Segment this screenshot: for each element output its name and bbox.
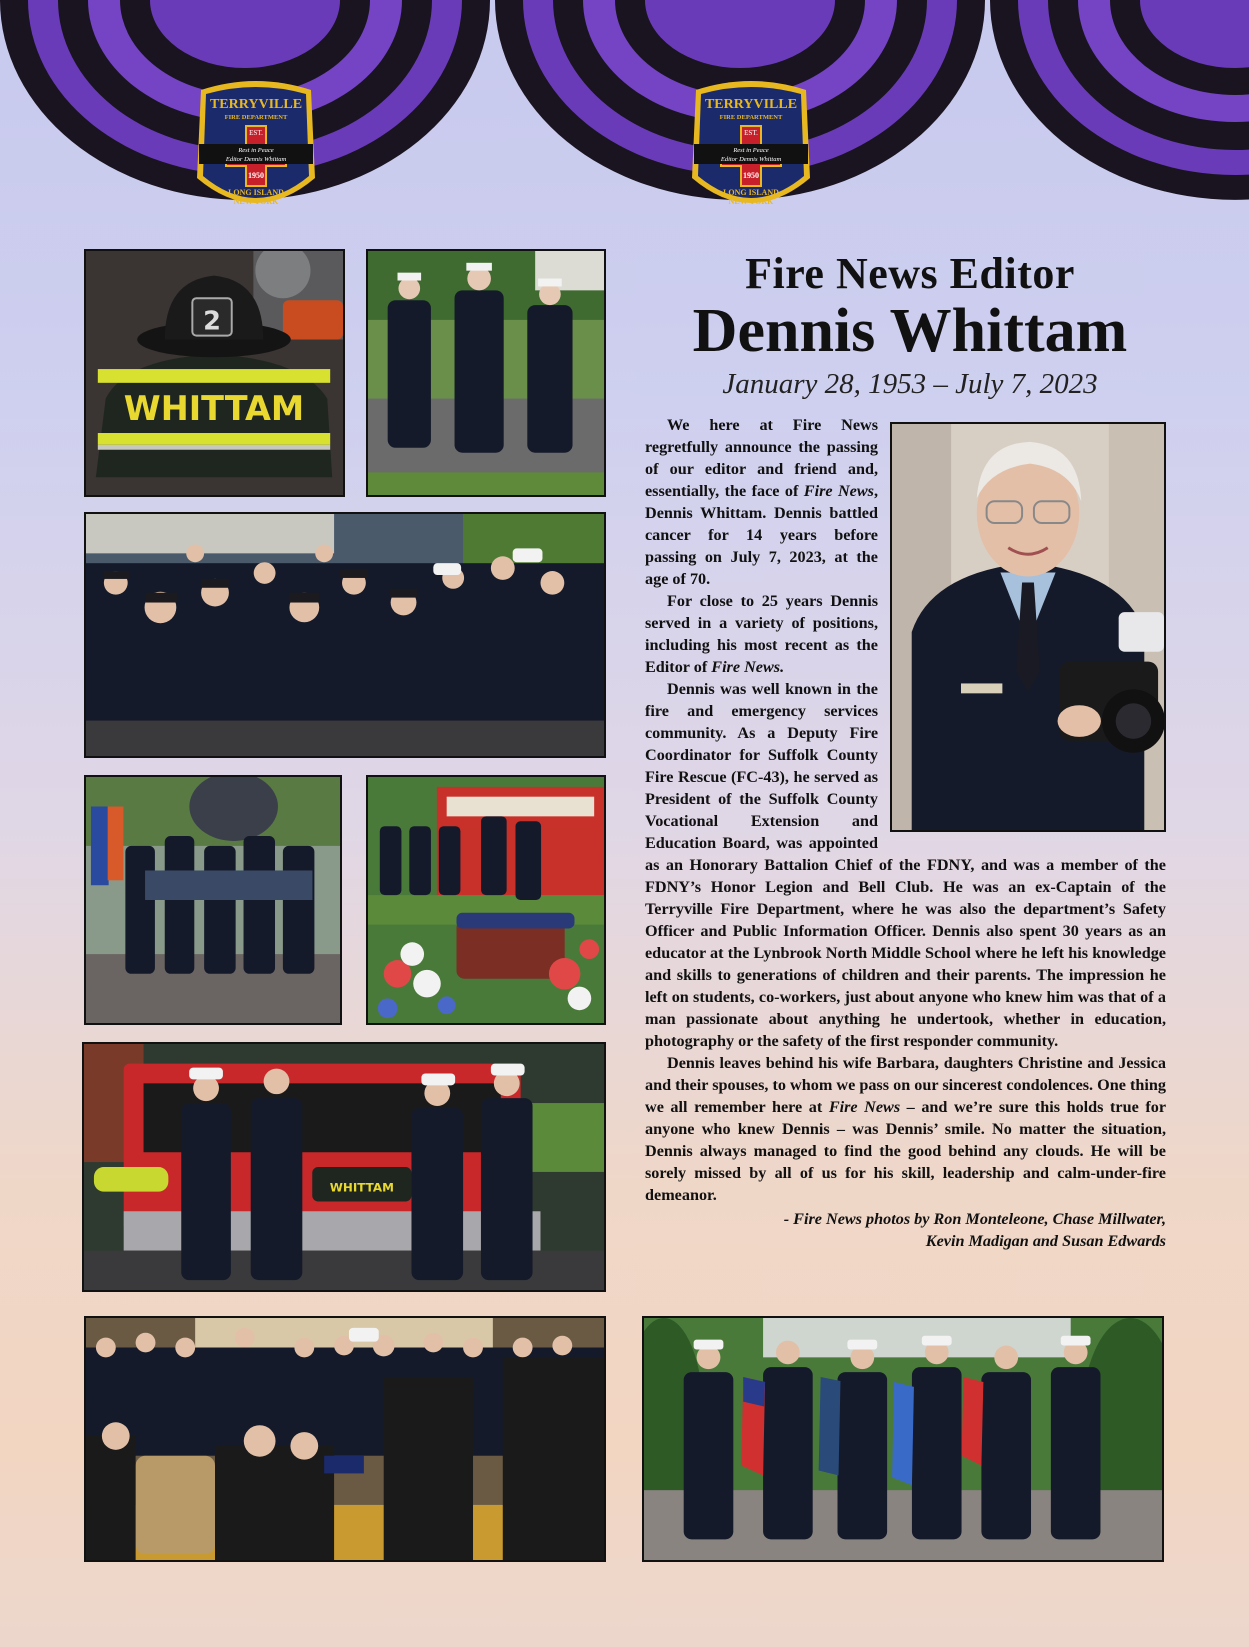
photo-flag-presentation bbox=[84, 1316, 606, 1562]
badge-name: TERRYVILLE bbox=[209, 97, 303, 112]
terryville-badge-right bbox=[686, 78, 816, 228]
badge-est: EST. bbox=[744, 129, 758, 137]
badge-name: TERRYVILLE bbox=[704, 97, 798, 112]
life-dates: January 28, 1953 – July 7, 2023 bbox=[722, 368, 1098, 400]
badge-dept: FIRE DEPARTMENT bbox=[224, 114, 288, 121]
badge-location2: NEW YORK bbox=[728, 197, 774, 206]
badge-memorial-line2: Editor Dennis Whittam bbox=[225, 156, 287, 163]
badge-memorial-line1: Rest in Peace bbox=[733, 147, 769, 154]
badge-year: 1950 bbox=[743, 171, 759, 180]
helmet-number: 2 bbox=[203, 306, 221, 337]
article-paragraph-4: Dennis leaves behind his wife Barbara, daughters Christine and Jessica and their spouses, to whom we pass on our sincerest condolences. One thing we all remember here at Fire News – and we’re sure this holds true for anyone who knew Dennis – was Dennis’ smile. No matter the situation, Dennis always managed to find the good behind any clouds. He will be sorely missed by all of us for his skill, leadership and calm-under-fire demeanor. bbox=[645, 1054, 1167, 1204]
terryville-badge-left bbox=[191, 78, 321, 228]
photo-color-guard bbox=[642, 1316, 1164, 1562]
badge-location2: NEW YORK bbox=[233, 197, 279, 206]
badge-year: 1950 bbox=[248, 171, 264, 180]
badge-est: EST. bbox=[249, 129, 263, 137]
badge-location1: LONG ISLAND bbox=[723, 188, 779, 197]
article-paragraph-1: We here at Fire News regretfully announce the passing of our editor and friend and, essentially, the face of Fire News, Dennis Whittam. Dennis battled cancer for 14 years before passing on July 7, 2023, at the age of 70. bbox=[645, 416, 878, 588]
badge-memorial-line2: Editor Dennis Whittam bbox=[720, 156, 782, 163]
article-paragraph-3: Dennis was well known in the fire and emergency services community. As a Deputy Fire Coordinator for Suffolk County Fire Rescue (FC-43), he served as President of the Suffolk County Vocational Extension and Education Board, was appointed as an Honorary Battalion Chief of the FDNY, and was a member of the FDNY’s Honor Legion and Bell Club. He was an ex-Captain of the Terryville Fire Department, where he was also the department’s Safety Officer and Public Information Officer. Dennis also spent 30 years as an educator at the Lynbrook North Middle School where he left his knowledge and skills to generations of children and their parents. The impression he left on students, co-workers, just about anyone who knew him was that of a man passionate about anything he undertook, whether in education, photography or the safety of the first responder community. bbox=[645, 680, 1166, 1050]
article-paragraph-2: For close to 25 years Dennis served in a variety of positions, including his most recent as the Editor of Fire News. bbox=[645, 592, 878, 676]
photo-helmet-jacket bbox=[84, 249, 345, 497]
photo-casket-engine bbox=[366, 775, 606, 1025]
photo-firefighter-crowd bbox=[84, 512, 606, 758]
portrait-photo bbox=[890, 422, 1166, 832]
photo-pallbearers bbox=[84, 775, 342, 1025]
jacket-name: WHITTAM bbox=[123, 389, 305, 429]
badge-location1: LONG ISLAND bbox=[228, 188, 284, 197]
photo-engine-officers bbox=[82, 1042, 606, 1292]
truck-name-plate: WHITTAM bbox=[329, 1180, 394, 1195]
badge-memorial-line1: Rest in Peace bbox=[238, 147, 274, 154]
page-title: Dennis Whittam bbox=[692, 297, 1128, 365]
badge-dept: FIRE DEPARTMENT bbox=[719, 114, 783, 121]
obituary-article bbox=[645, 414, 1166, 1252]
photo-three-officers bbox=[366, 249, 606, 497]
memorial-bunting bbox=[0, 0, 1249, 230]
photo-credit: - Fire News photos by Ron Monteleone, Chase Millwater, Kevin Madigan and Susan Edwards bbox=[783, 1210, 1166, 1250]
page-kicker: Fire News Editor bbox=[745, 249, 1075, 298]
